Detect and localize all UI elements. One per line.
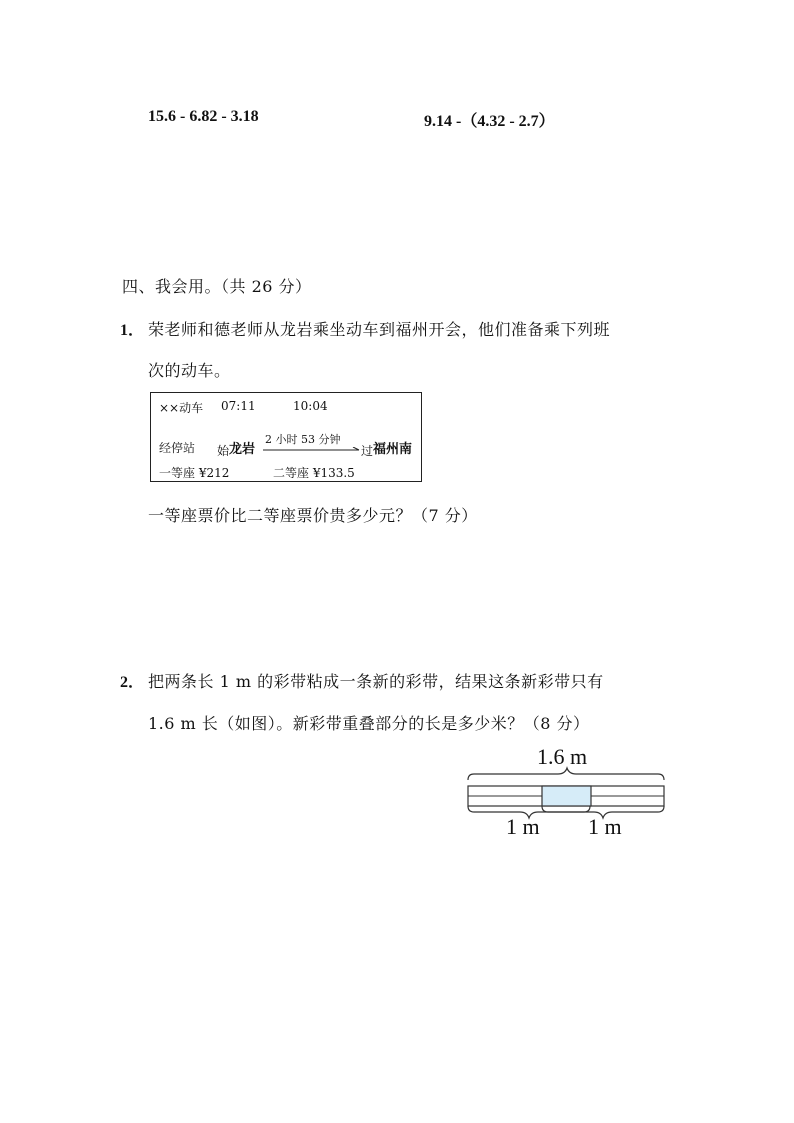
expression-1: 15.6 - 6.82 - 3.18 [148,108,259,125]
ticket-train-name: ××动车 [159,401,204,415]
question-1-number: 1． [120,322,145,339]
right-ribbon-label: 1 m [588,814,622,839]
ticket-pass-mark: 过 [361,444,374,458]
ticket-from-station: 龙岩 [229,442,256,457]
ticket-second-class: 二等座 ¥133.5 [273,466,355,480]
overlap-region [542,786,591,806]
ticket-stops-label: 经停站 [159,441,196,455]
section-title: 四、我会用。（共 26 分） [122,277,312,296]
ribbon-drawing [462,744,674,840]
question-1-line-2: 次的动车。 [148,361,231,380]
ticket-first-class: 一等座 ¥212 [159,466,230,480]
ticket-to-station: 福州南 [373,442,413,457]
question-2-number: 2． [120,674,145,691]
ribbon-diagram [462,744,674,840]
train-ticket [150,392,422,482]
question-2-line-1: 把两条长 1 m 的彩带粘成一条新的彩带，结果这条新彩带只有 [148,672,604,691]
ticket-duration: 2 小时 53 分钟 [265,433,341,446]
ticket-start-mark: 始 [217,444,230,458]
question-1-prompt: 一等座票价比二等座票价贵多少元？（7 分） [148,506,478,525]
ticket-arrive-time: 10:04 [293,399,328,413]
ticket-depart-time: 07:11 [221,399,256,413]
question-2-line-2: 1.6 m 长（如图）。新彩带重叠部分的长是多少米？（8 分） [148,714,590,733]
ticket-arrow [263,447,363,455]
top-brace [468,768,664,780]
total-length-label: 1.6 m [537,744,588,769]
expression-2: 9.14 -（4.32 - 2.7） [424,113,555,130]
left-ribbon-label: 1 m [506,814,540,839]
question-1-line-1: 荣老师和德老师从龙岩乘坐动车到福州开会，他们准备乘下列班 [148,320,611,339]
